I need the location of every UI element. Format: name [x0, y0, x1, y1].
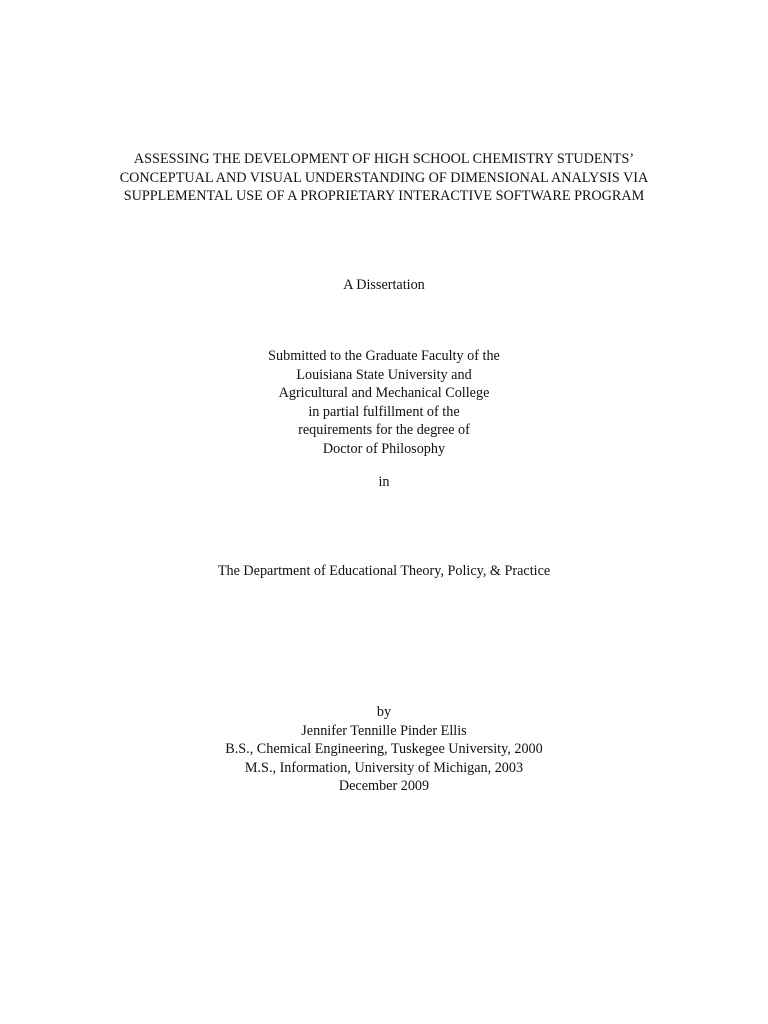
department-name-text: The Department of Educational Theory, Policy, & Practice	[217, 563, 551, 579]
submission-line-2: Louisiana State University and	[296, 366, 472, 383]
author-degree-2: M.S., Information, University of Michigan, 2003	[244, 759, 524, 776]
dissertation-title	[0, 150, 768, 206]
author-info	[0, 703, 768, 796]
submission-line-5: requirements for the degree of	[298, 422, 470, 439]
in-connector-text: in	[378, 474, 390, 490]
submission-line-3: Agricultural and Mechanical College	[278, 385, 490, 402]
title-line-1: ASSESSING THE DEVELOPMENT OF HIGH SCHOOL CHEMISTRY STUDENTS’	[133, 151, 635, 167]
author-name: Jennifer Tennille Pinder Ellis	[301, 722, 467, 739]
submission-statement	[0, 347, 768, 459]
document-type	[0, 276, 768, 295]
submission-line-1: Submitted to the Graduate Faculty of the	[268, 348, 500, 364]
submission-date: December 2009	[338, 778, 430, 795]
in-connector	[0, 473, 768, 492]
document-type-label: A Dissertation	[343, 277, 425, 293]
submission-line-6: Doctor of Philosophy	[322, 440, 446, 457]
author-by: by	[376, 704, 392, 720]
title-line-2: CONCEPTUAL AND VISUAL UNDERSTANDING OF DIMENSIONAL ANALYSIS VIA	[119, 169, 649, 186]
author-degree-1: B.S., Chemical Engineering, Tuskegee University, 2000	[225, 741, 543, 758]
department-name	[0, 562, 768, 581]
title-line-3: SUPPLEMENTAL USE OF A PROPRIETARY INTERACTIVE SOFTWARE PROGRAM	[123, 188, 645, 205]
submission-line-4: in partial fulfillment of the	[308, 403, 460, 420]
